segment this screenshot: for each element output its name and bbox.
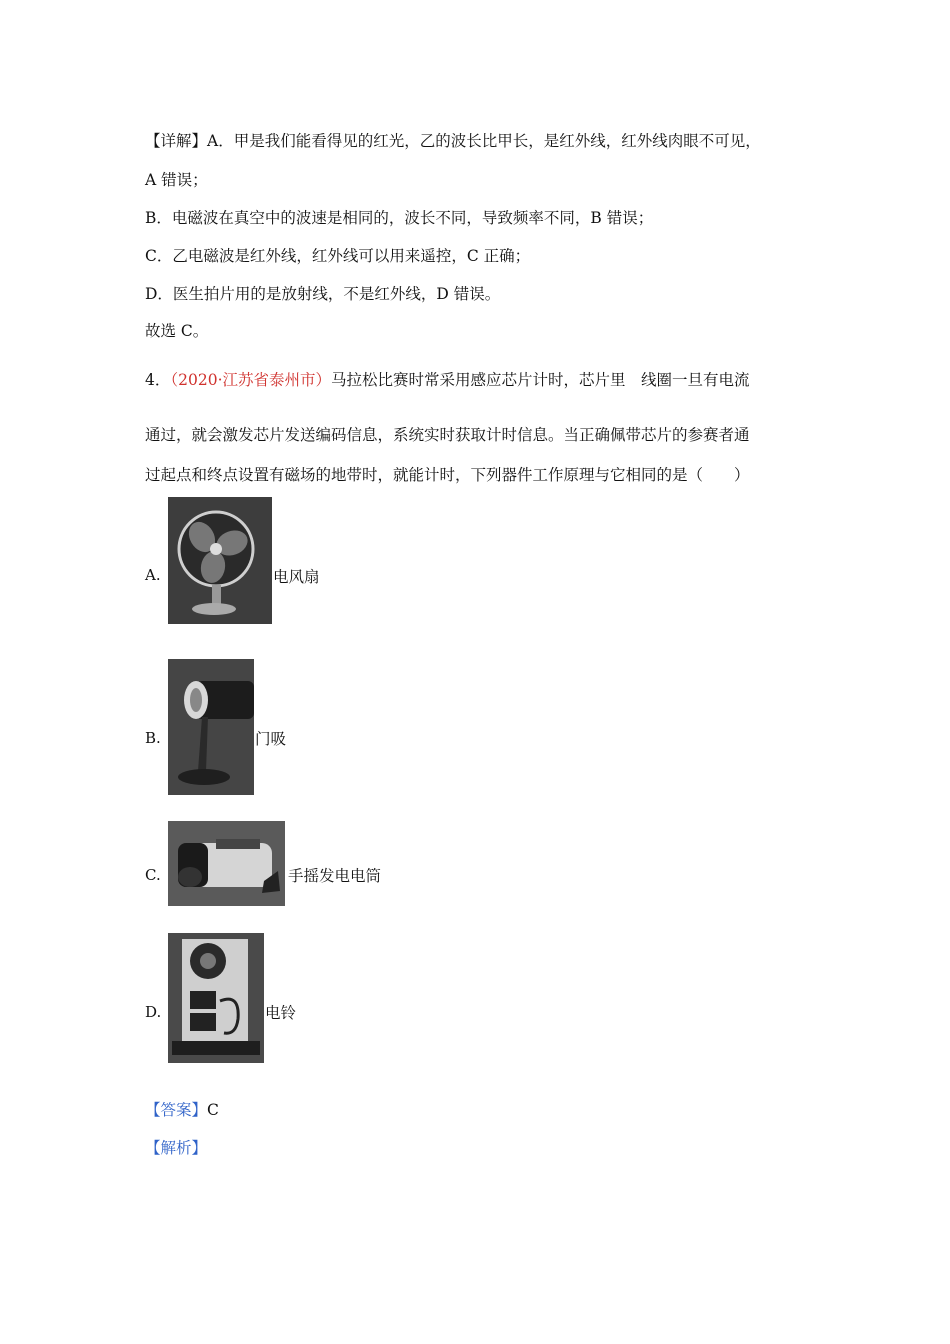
detail-line-1	[145, 131, 761, 151]
question-line-1	[145, 370, 750, 390]
answer-value: C	[207, 1101, 219, 1119]
question-line-2: 通过，就会激发芯片发送编码信息，系统实时获取计时信息。当正确佩带芯片的参赛者通	[145, 426, 750, 444]
electric-fan-icon	[168, 497, 272, 624]
answer-line	[145, 1100, 219, 1120]
option-b-caption: 门吸	[255, 730, 287, 748]
hand-crank-flashlight-icon	[168, 821, 285, 906]
answer-label: 【答案】	[145, 1101, 208, 1119]
detail-line-2: A 错误；	[145, 171, 208, 189]
electric-bell-icon	[168, 933, 264, 1063]
option-d-caption: 电铃	[265, 1004, 297, 1022]
question-text-1: 马拉松比赛时常采用感应芯片计时，芯片里 线圈一旦有电流	[331, 371, 750, 389]
option-a-letter: A.	[145, 566, 161, 584]
detail-label: 【详解】	[145, 132, 208, 150]
door-stopper-icon	[168, 659, 254, 795]
analysis-line	[145, 1138, 207, 1158]
option-d-letter: D.	[145, 1003, 162, 1021]
detail-line-4: C．乙电磁波是红外线，红外线可以用来遥控，C 正确；	[145, 247, 531, 265]
detail-line-5: D．医生拍片用的是放射线，不是红外线，D 错误。	[145, 285, 501, 303]
analysis-label: 【解析】	[145, 1139, 208, 1157]
question-line-3: 过起点和终点设置有磁场的地带时，就能计时，下列器件工作原理与它相同的是（ ）	[145, 466, 750, 484]
option-b-letter: B.	[145, 729, 161, 747]
option-c-letter: C.	[145, 866, 161, 884]
question-number: 4．	[145, 371, 171, 389]
option-c-caption: 手摇发电电筒	[288, 867, 382, 885]
detail-line-6: 故选 C。	[145, 322, 209, 340]
question-source: （2020·江苏省泰州市）	[170, 371, 331, 389]
detail-text: A．甲是我们能看得见的红光，乙的波长比甲长，是红外线，红外线肉眼不可见，	[207, 132, 761, 150]
detail-line-3: B．电磁波在真空中的波速是相同的，波长不同，导致频率不同，B 错误；	[145, 209, 654, 227]
option-a-caption: 电风扇	[273, 568, 320, 586]
